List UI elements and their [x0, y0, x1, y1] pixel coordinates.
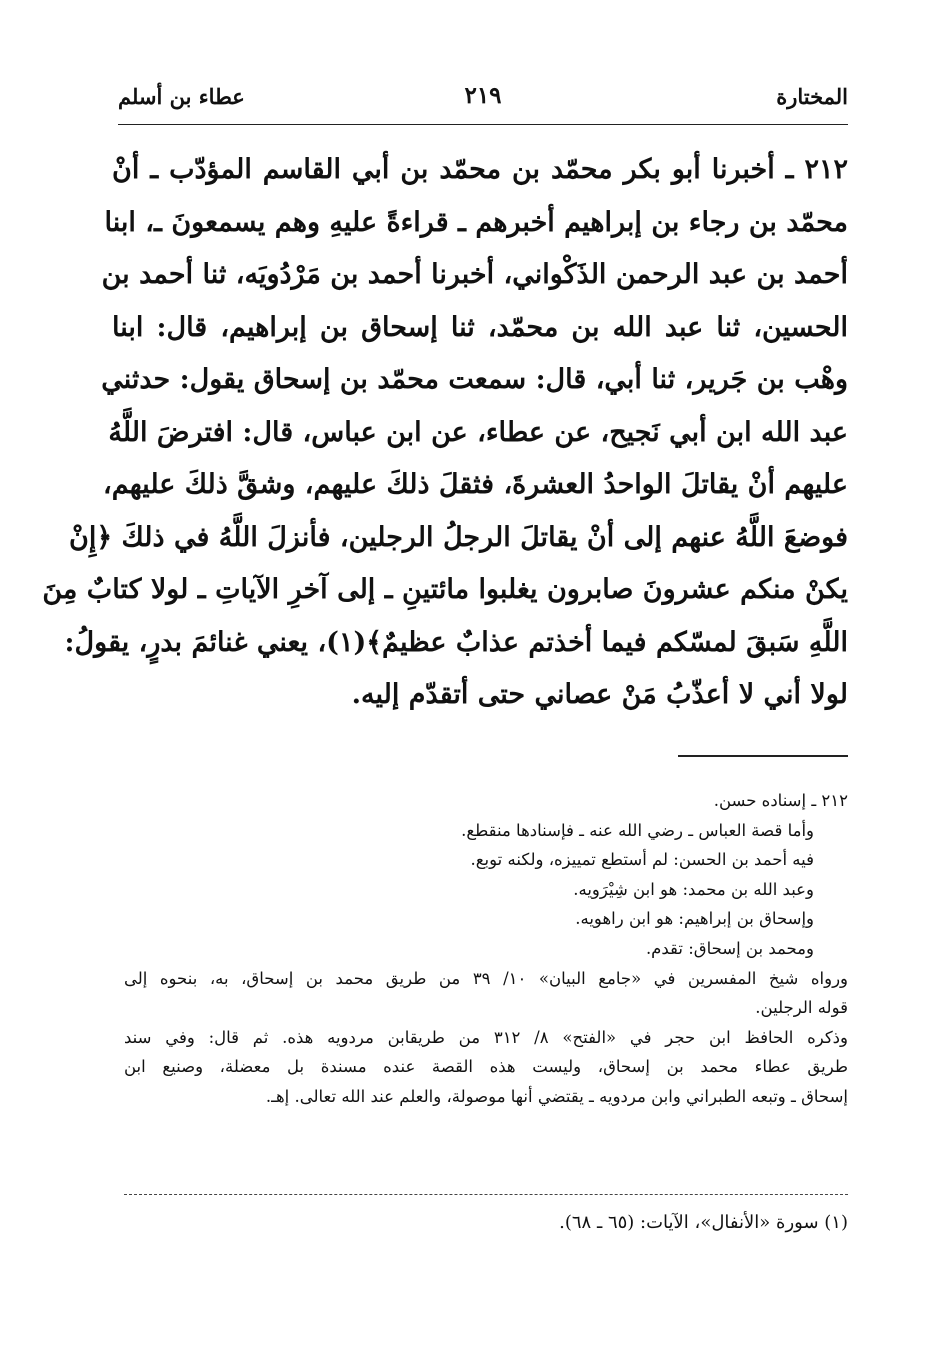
note-line: إسحاق ـ وتبعه الطبراني وابن مردويه ـ يقتضي أنها موصولة، والعلم عند الله تعالى. إهـ. — [265, 1086, 848, 1106]
note-line: ٢١٢ ـ إسناده حسن. — [713, 791, 848, 810]
hadith-line: لولا أني لا أعذّبُ مَنْ عصاني حتى أتقدّم إليه. — [351, 679, 848, 710]
note-line: وعبد الله بن محمد: هو ابن شِيْرَويه. — [573, 879, 814, 899]
footnote: (١) سورة «الأنفال»، الآيات: (٦٥ ـ ٦٨). — [559, 1212, 848, 1233]
running-header — [118, 84, 848, 122]
note-line: طريق عطاء محمد بن إسحاق، وليست هذه القصة عنده مسندة بل معضلة، وصنيع ابن — [124, 1057, 848, 1077]
note-line: ورواه شيخ المفسرين في «جامع البيان» ١٠/ ٣٩ من طريق محمد بن إسحاق، به، بنحوه إلى — [124, 968, 849, 988]
note-line: وذكره الحافظ ابن حجر في «الفتح» ٨/ ٣١٢ من طريقابن مردويه هذه. ثم قال: وفي سند — [124, 1027, 848, 1047]
hadith-line: ٢١٢ ـ أخبرنا أبو بكر محمّد بن محمّد بن أبي القاسم المؤدّب ـ أنْ — [112, 154, 848, 185]
note-line: وإسحاق بن إبراهيم: هو ابن راهويه. — [575, 909, 814, 929]
hadith-text — [42, 144, 848, 722]
hadith-line: أحمد بن عبد الرحمن الذَكْواني، أخبرنا أحمد بن مَرْدُويَه، ثنا أحمد بن — [101, 259, 848, 290]
header-rule — [118, 124, 848, 125]
footnote-separator — [124, 1194, 848, 1195]
notes-separator — [678, 755, 848, 757]
note-line: فيه أحمد بن الحسن: لم أستطع تمييزه، ولكنه توبع. — [470, 850, 814, 870]
hadith-line: يكنْ منكم عشرونَ صابرون يغلبوا مائتينِ ـ إلى آخرِ الآياتِ ـ لولا كتابٌ مِنَ — [42, 574, 848, 605]
hadith-line: محمّد بن رجاء بن إبراهيم أخبرهم ـ قراءةً عليهِ وهم يسمعونَ ـ، ابنا — [104, 206, 848, 238]
note-line: ومحمد بن إسحاق: تقدم. — [645, 938, 814, 958]
hadith-line: فوضعَ اللَّهُ عنهم إلى أنْ يقاتلَ الرجلُ الرجلين، فأنزلَ اللَّهُ في ذلكَ ﴿إِنْ — [69, 521, 848, 553]
takhrij-notes — [124, 786, 848, 1112]
book-title: المختارة — [776, 84, 848, 109]
hadith-line: عليهم أنْ يقاتلَ الواحدُ العشرةَ، فثقلَ ذلكَ عليهم، وشقَّ ذلكَ عليهم، — [103, 469, 848, 500]
note-line: وأما قصة العباس ـ رضي الله عنه ـ فإسنادها منقطع. — [461, 820, 814, 840]
hadith-line: عبد الله ابن أبي نَجيح، عن عطاء، عن ابن عباس، قال: افترضَ اللَّهُ — [108, 416, 848, 448]
section-title: عطاء بن أسلم — [118, 84, 245, 109]
hadith-line: وهْب بن جَرير، ثنا أبي، قال: سمعت محمّد بن إسحاق يقول: حدثني — [101, 364, 848, 395]
hadith-line: اللَّهِ سَبقَ لمسّكم فيما أخذتم عذابٌ عظيمٌ﴾(١)، يعني غنائمَ بدرٍ، يقولُ: — [64, 626, 848, 658]
note-line: قوله الرجلين. — [755, 998, 848, 1018]
hadith-line: الحسين، ثنا عبد الله بن محمّد، ثنا إسحاق بن إبراهيم، قال: ابنا — [112, 311, 848, 343]
page-number: ٢١٩ — [464, 82, 502, 109]
